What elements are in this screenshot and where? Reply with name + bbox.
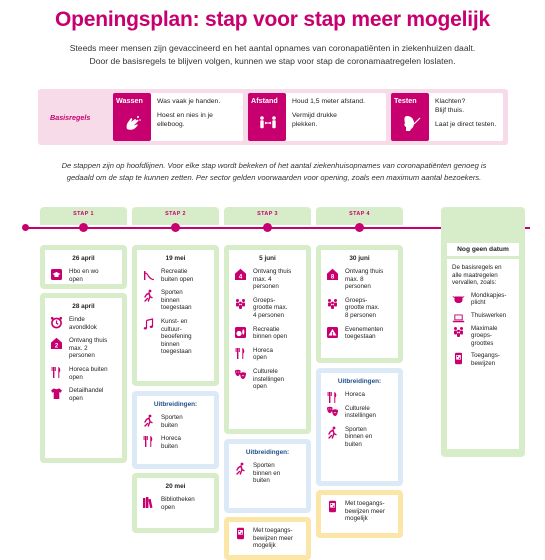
measure-text-line: Met toegangs- [253,527,293,534]
date-card [316,368,403,486]
measure-text-line: bewijzen meer [345,507,385,515]
final-item-text-line: Toegangs- [471,352,500,360]
cutlery-icon [142,435,155,448]
measure-text-line: cultuur- [161,325,182,333]
measure-text-line: Sporten [345,425,367,433]
measure-text-line: Horeca [253,346,273,354]
date-card [316,245,403,363]
rule-text-line: Vermijd drukke [292,112,337,119]
running-icon [234,462,247,475]
intro-line: Steeds meer mensen zijn gevaccineerd en het aantal opnames van coronapatiënten in ziekenhuizen daalt. [69,43,476,53]
timeline-dot [263,223,272,232]
distance-people-icon [258,113,278,133]
basisregels-label: Basisregels [50,113,91,122]
measure-text-line: mogelijk [345,515,368,523]
timeline-dot [355,223,364,232]
final-intro-line: vervallen, zoals: [452,279,497,287]
measure-text-line: open [69,275,83,283]
rule-text-line: Blijf thuis. [435,107,465,114]
final-item [447,312,519,320]
card-heading: Uitbreidingen: [337,378,382,385]
running-icon [142,414,155,427]
cutlery-icon [326,391,339,404]
rule-text-line: Was vaak je handen. [157,98,221,105]
final-intro-line: De basisregels en [452,264,502,271]
group-4-icon [234,297,247,310]
measure-item [137,318,214,356]
measure-text-line: Detailhandel [69,387,104,395]
measure-text-line: Horeca buiten [69,365,108,373]
phone-qr-icon [234,527,247,540]
measure-text-line: max. 2 [69,344,88,352]
measure-text-line: Groeps- [253,296,276,304]
house-2-icon [50,337,63,350]
measure-text-line: Culturele [253,367,278,375]
running-icon [142,289,155,302]
measure-text-line: Ontvang thuis [69,337,108,345]
measure-text-line: personen [253,283,279,291]
timeline-start-dot [22,224,29,231]
measure-text-line: open [69,394,83,402]
date-card [132,245,219,386]
measure-text-line: Horeca [345,391,365,398]
measure-text-line: toegestaan [345,333,376,341]
measure-text-line: 4 personen [253,311,284,319]
measure-text-line: grootte max. [253,304,288,312]
measure-text-line: avondklok [69,323,97,331]
measure-text-line: binnen [161,296,180,304]
final-item-text-line: plicht [471,299,486,307]
measure-item [229,268,306,291]
music-note-icon [142,318,155,331]
rule-badge-label: Testen [394,96,417,105]
intro-line: Door de basisregels te blijven volgen, kunnen we stap voor stap de coronamaatregelen loslaten. [89,56,456,66]
card-heading: 28 april [72,303,95,310]
final-card [447,259,519,449]
final-item-text-line: Mondkapjes- [471,291,507,299]
intro-text [20,42,525,68]
measure-item [137,414,214,429]
measure-text-line: Sporten [161,289,183,297]
measure-text-line: bewijzen meer [253,534,293,542]
card-heading: 5 juni [259,255,276,262]
measure-item [321,405,398,420]
measure-text-line: mogelijk [253,542,276,550]
measure-text-line: Recreatie [253,325,280,333]
house-8-icon [326,268,339,281]
measure-text-line: Bibliotheken [161,496,195,503]
card-heading: 26 april [72,255,95,262]
graduation-icon [50,268,63,281]
measure-text-line: binnen open [253,333,288,341]
measure-text-line: Recreatie [161,268,188,275]
access-pass-card [316,490,403,538]
final-intro-line: alle maatregelen [452,271,498,279]
measure-text-line: buiten [253,477,270,485]
date-card [132,391,219,469]
measure-text-line: Met toegangs- [345,500,385,507]
basisregels-box [38,89,508,145]
svg-text:4: 4 [238,274,243,281]
measure-item [45,337,122,360]
measure-text-line: Horeca [161,435,181,443]
rule-text-line: Klachten? [435,98,466,105]
measure-text-line: binnen en [345,433,373,441]
measure-text-line: open [253,383,267,391]
measure-item [321,297,398,320]
measure-text-line: open [69,373,83,381]
rule-badge [113,93,151,141]
measure-text-line: buiten [345,440,362,448]
measure-text-line: Sporten [253,462,275,469]
final-item-text-line: Maximale [471,324,498,332]
svg-text:2: 2 [54,343,59,350]
card-heading: 19 mei [165,255,186,262]
page-title: Openingsplan: stap voor stap meer mogelijk [54,8,491,31]
date-card [132,473,219,533]
measure-item [229,462,306,485]
card-heading: Uitbreidingen: [245,449,290,456]
final-item-text-line: Thuiswerken [471,311,507,319]
rule-text-line: Hoest en nies in je [157,112,213,119]
final-item [447,325,519,348]
measure-item [321,268,398,291]
final-intro [447,259,519,287]
phone-qr-icon [452,352,465,365]
measure-item [45,387,122,402]
measure-item [45,268,122,283]
measure-text-line: max. 8 [345,275,364,283]
measure-text-line: instellingen [345,412,376,420]
final-item-text-line: bewijzen [471,359,496,367]
rule-badge-label: Wassen [116,96,143,105]
rule-text-line: Houd 1,5 meter afstand. [292,98,365,105]
measure-text-line: grootte max. [345,304,380,312]
rule-text [435,97,496,129]
books-icon [142,496,155,509]
measure-item [321,426,398,449]
final-item [447,352,519,367]
rule-text-line: Laat je direct testen. [435,121,497,128]
measure-text-line: buiten open [161,275,194,283]
date-card [40,245,127,289]
measure-item [229,527,306,550]
final-item-text-line: groottes [471,339,494,347]
measure-text-line: max. 4 [253,275,272,283]
measure-text-line: instellingen [253,375,284,383]
final-heading: Nog geen datum [447,243,519,256]
measure-text-line: buiten [161,442,178,450]
rule-text-line: plekken. [292,121,318,128]
playground-slide-icon [142,268,155,281]
theatre-masks-icon [326,405,339,418]
event-tent-icon [326,326,339,339]
measure-text-line: toegestaan [161,304,192,312]
measure-item [137,496,214,511]
rule-testen [391,93,503,141]
measure-text-line: Ontvang thuis [253,268,292,275]
measure-item [321,391,398,399]
bowling-icon [234,326,247,339]
measure-text-line: binnen [161,340,180,348]
alarm-clock-icon [50,316,63,329]
rule-afstand [248,93,386,141]
steps-note [30,160,518,183]
measure-text-line: Einde [69,316,85,323]
measure-item [321,326,398,341]
measure-text-line: open [161,503,175,511]
measure-text-line: personen [345,283,371,291]
step-label: STAP 4 [349,211,370,217]
rule-badge-label: Afstand [251,96,278,105]
running-icon [326,426,339,439]
card-heading: 20 mei [165,483,186,490]
group-max-icon [452,325,465,338]
cutlery-icon [50,366,63,379]
timeline-dot [171,223,180,232]
rule-wassen [113,93,243,141]
access-pass-card [224,517,311,560]
rule-text-line: elleboog. [157,121,185,128]
measure-text-line: beoefening [161,333,192,341]
measure-text-line: buiten [161,421,178,429]
measure-text-line: binnen en [253,469,281,477]
final-item-text-line: groeps- [471,332,492,340]
measure-text-line: Kunst- en [161,317,188,325]
measure-item [321,500,398,523]
house-4-icon [234,268,247,281]
cutlery-icon [234,347,247,360]
card-heading: 30 juni [349,255,370,262]
face-mask-icon [452,292,465,305]
step-label: STAP 2 [165,211,186,217]
measure-text-line: 8 personen [345,311,376,319]
measure-item [45,366,122,381]
rule-text [292,97,365,129]
rule-badge [248,93,286,141]
measure-item [137,268,214,283]
measure-text-line: Sporten [161,414,183,421]
date-card [224,439,311,513]
measure-item [137,289,214,312]
date-card [40,293,127,463]
rule-badge [391,93,429,141]
step-label: STAP 3 [257,211,278,217]
measure-text-line: Culturele [345,404,370,412]
measure-text-line: toegestaan [161,348,192,356]
group-8-icon [326,297,339,310]
measure-text-line: open [253,354,267,362]
date-card [224,245,311,434]
note-line: gedaald om de stap te kunnen zetten. Per sector gelden voorwaarden voor opening, zoals een maximum aantal bezoekers. [66,172,482,182]
rule-text [157,97,220,129]
measure-text-line: Hbo en wo [69,268,99,275]
theatre-masks-icon [234,368,247,381]
final-item [447,292,519,307]
measure-text-line: Ontvang thuis [345,268,384,275]
note-line: De stappen zijn op hoofdlijnen. Voor elke stap wordt bekeken of het aantal ziekenhuisopnames van coronapatiënten genoeg is [61,161,487,170]
shirt-icon [50,387,63,400]
phone-qr-icon [326,500,339,513]
step-label: STAP 1 [73,211,94,217]
timeline-dot [79,223,88,232]
timeline [0,207,545,560]
measure-item [229,368,306,391]
measure-item [229,347,306,362]
measure-item [229,326,306,341]
svg-text:8: 8 [330,274,335,281]
card-heading: Uitbreidingen: [153,401,198,408]
measure-item [229,297,306,320]
measure-item [45,316,122,331]
final-column [441,207,525,457]
measure-text-line: personen [69,352,95,360]
measure-item [137,435,214,450]
measure-text-line: Evenementen [345,325,384,333]
measure-text-line: Groeps- [345,296,368,304]
laptop-icon [452,312,465,325]
hands-wash-icon [123,113,143,133]
test-swab-icon [401,113,421,133]
